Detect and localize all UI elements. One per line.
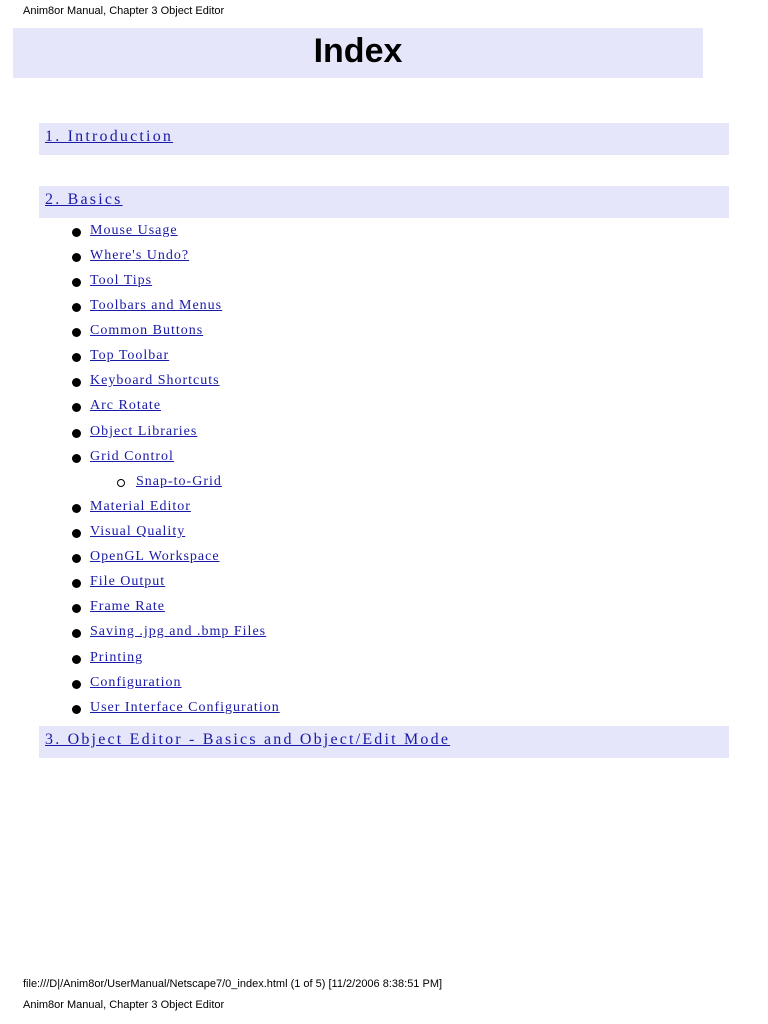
title-banner (13, 28, 703, 78)
link-keyboard-shortcuts[interactable]: Keyboard Shortcuts (90, 373, 220, 388)
link-frame-rate[interactable]: Frame Rate (90, 599, 165, 614)
link-file-output[interactable]: File Output (90, 574, 166, 589)
link-visual-quality[interactable]: Visual Quality (90, 524, 186, 539)
bullet-icon (72, 604, 81, 613)
page-title: Index (313, 32, 403, 70)
link-toolbars-and-menus[interactable]: Toolbars and Menus (90, 298, 223, 313)
bullet-icon (72, 328, 81, 337)
link-opengl-workspace[interactable]: OpenGL Workspace (90, 549, 220, 564)
link-common-buttons[interactable]: Common Buttons (90, 323, 204, 338)
bullet-icon (72, 403, 81, 412)
link-material-editor[interactable]: Material Editor (90, 499, 191, 514)
bullet-icon (72, 680, 81, 689)
bullet-icon (72, 353, 81, 362)
bullet-icon (72, 529, 81, 538)
link-arc-rotate[interactable]: Arc Rotate (90, 398, 162, 413)
link-user-interface-configuration[interactable]: User Interface Configuration (90, 700, 280, 715)
bullet-icon (72, 253, 81, 262)
bullet-icon (72, 705, 81, 714)
object-editor-link[interactable]: 3. Object Editor - Basics and Object/Edit Mode (45, 731, 451, 748)
link-printing[interactable]: Printing (90, 650, 144, 665)
circle-bullet-icon (117, 479, 125, 487)
bullet-icon (72, 278, 81, 287)
bullet-icon (72, 554, 81, 563)
link-snap-to-grid[interactable]: Snap-to-Grid (136, 474, 222, 489)
link-wheres-undo[interactable]: Where's Undo? (90, 248, 190, 263)
bullet-icon (72, 303, 81, 312)
section-object-editor (39, 726, 729, 758)
bullet-icon (72, 629, 81, 638)
introduction-link[interactable]: 1. Introduction (45, 128, 174, 145)
page-header: Anim8or Manual, Chapter 3 Object Editor (23, 5, 225, 17)
bullet-icon (72, 429, 81, 438)
link-saving-jpg-bmp[interactable]: Saving .jpg and .bmp Files (90, 624, 267, 639)
link-grid-control[interactable]: Grid Control (90, 449, 174, 464)
link-tool-tips[interactable]: Tool Tips (90, 273, 153, 288)
bullet-icon (72, 378, 81, 387)
footer-text: Anim8or Manual, Chapter 3 Object Editor (23, 999, 225, 1011)
basics-link[interactable]: 2. Basics (45, 191, 123, 208)
link-mouse-usage[interactable]: Mouse Usage (90, 223, 178, 238)
link-top-toolbar[interactable]: Top Toolbar (90, 348, 170, 363)
link-object-libraries[interactable]: Object Libraries (90, 424, 198, 439)
link-configuration[interactable]: Configuration (90, 675, 182, 690)
bullet-icon (72, 655, 81, 664)
bullet-icon (72, 454, 81, 463)
bullet-icon (72, 504, 81, 513)
bullet-icon (72, 579, 81, 588)
section-introduction (39, 123, 729, 155)
footer-url: file:///D|/Anim8or/UserManual/Netscape7/0_index.html (1 of 5) [11/2/2006 8:38:51 PM] (23, 978, 443, 990)
bullet-icon (72, 228, 81, 237)
section-basics (39, 186, 729, 218)
